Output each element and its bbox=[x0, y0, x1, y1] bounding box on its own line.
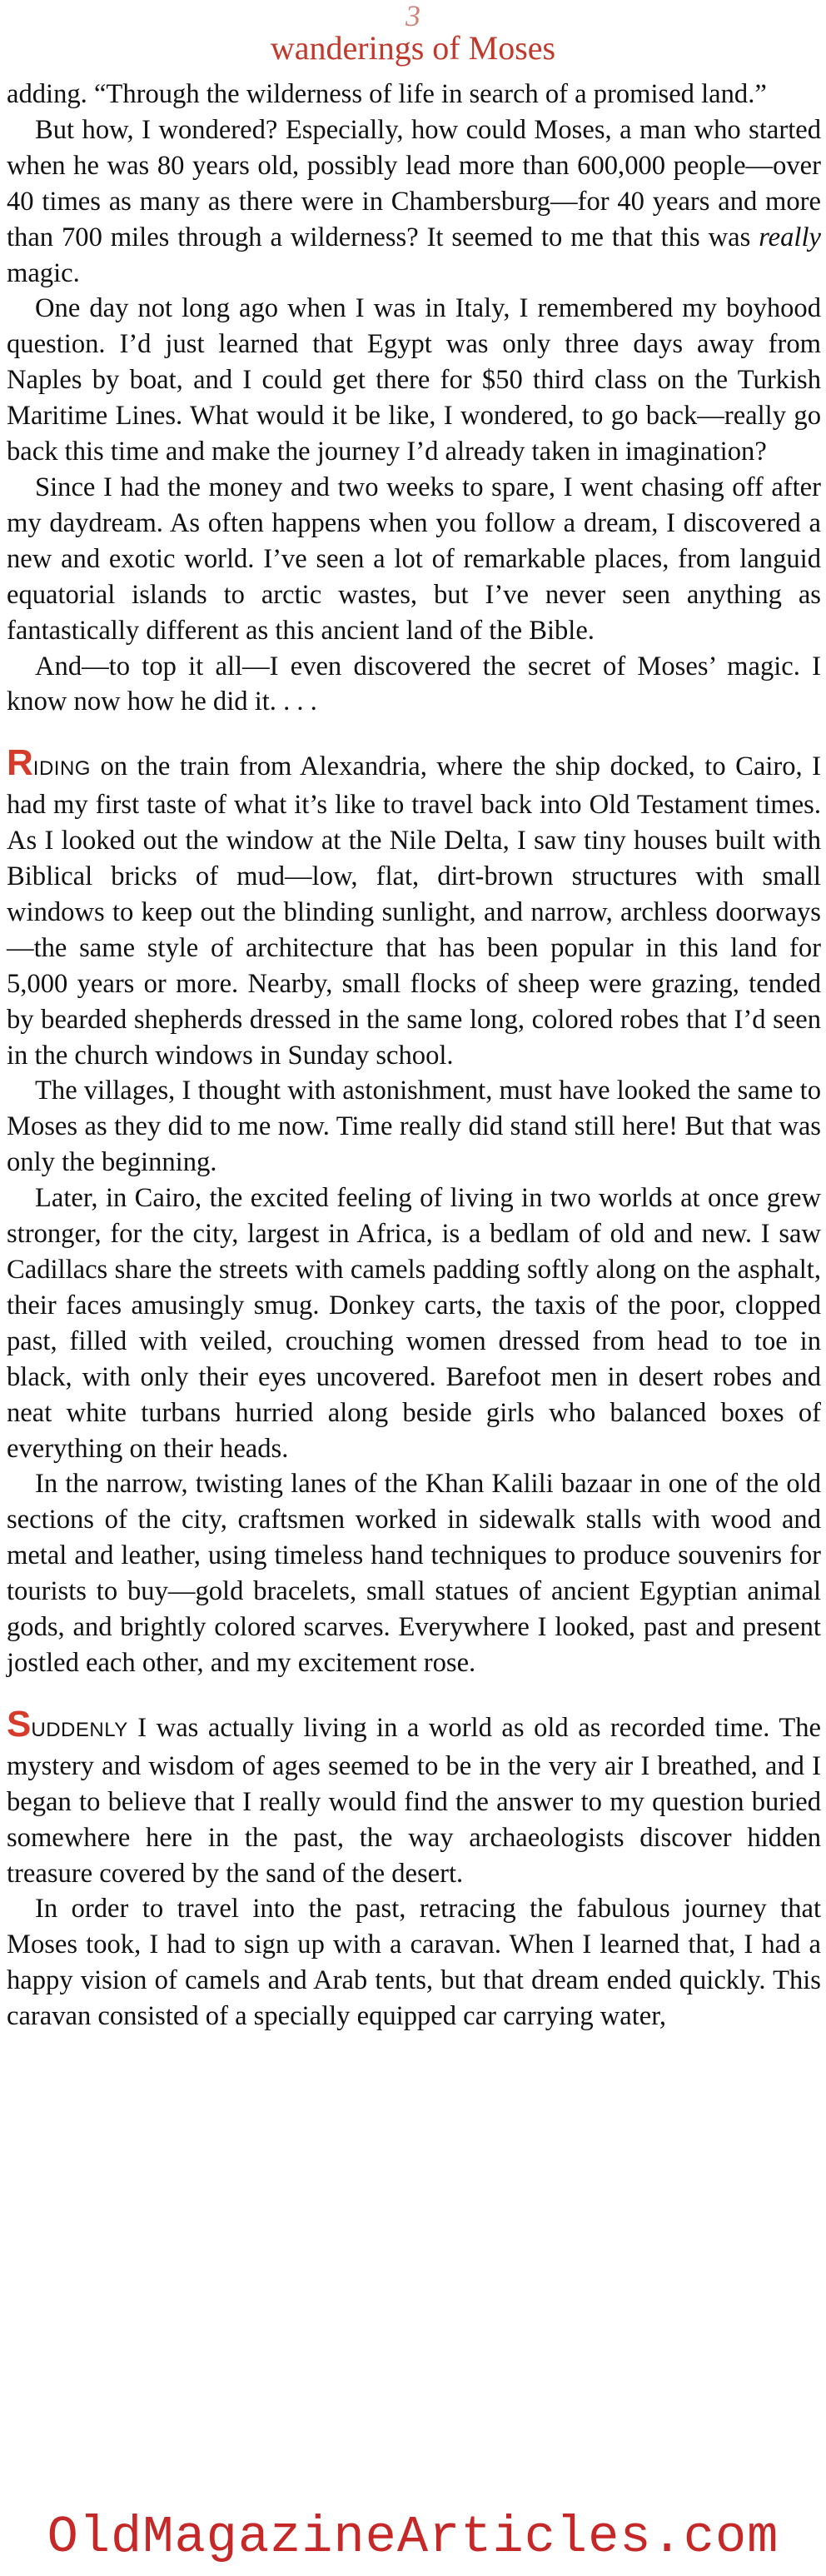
site-watermark: OldMagazineArticles.com bbox=[47, 2508, 779, 2567]
paragraph-7: The villages, I thought with astonishment, must have looked the same to Moses as they did to me now. Time really did stand still here! But that was only the beginning. bbox=[7, 1076, 821, 1178]
page-header bbox=[0, 0, 826, 67]
site-footer bbox=[0, 2504, 826, 2576]
paragraph-10-text: I was actually living in a world as old as recorded time. The mystery and wisdom of ages seemed to be in the very air I breathed, and I began to believe that I really would find the answer to my question buried somewhere here in the past, the way archaeologists discover hidden treasure covered by the sand of the desert. bbox=[7, 1712, 821, 1889]
paragraph-5: And—to top it all—I even discovered the secret of Moses’ magic. I know now how he did it. . . . bbox=[7, 651, 821, 717]
paragraph-2 bbox=[7, 112, 821, 292]
paragraph-3: One day not long ago when I was in Italy, I remembered my boyhood question. I’d just learned that Egypt was only three days away from Naples by boat, and I could get there for $50 third class on the Turkish Maritime Lines. What would it be like, I wondered, to go back—really go back this time and make the journey I’d already taken in imagination? bbox=[7, 293, 821, 467]
paragraph-2-emphasis: really bbox=[759, 222, 821, 252]
paragraph-8: Later, in Cairo, the excited feeling of living in two worlds at once grew stronger, for the city, largest in Africa, is a bedlam of old and new. I saw Cadillacs share the streets with camels padding softly along on the asphalt, their faces amusingly smug. Donkey carts, the taxis of the poor, clopped past, filled with veiled, crouching women dressed from head to toe in black, with only their eyes uncovered. Barefoot men in desert robes and neat white turbans hurried along beside girls who balanced boxes of everything on their heads. bbox=[7, 1183, 821, 1464]
paragraph-11: In order to travel into the past, retracing the fabulous journey that Moses took, I had to sign up with a caravan. When I learned that, I had a happy vision of camels and Arab tents, but that dream ended quickly. This caravan consisted of a specially equipped car carrying water, bbox=[7, 1894, 821, 2032]
section-break bbox=[7, 720, 821, 746]
paragraph-2-text-a: But how, I wondered? Especially, how could Moses, a man who started when he was 80 years old, possibly lead more than 600,000 people—over 40 times as many as there were in Chambersburg—for 40 years and more than 700 miles through a wilderness? It seemed to me that this was bbox=[7, 114, 821, 252]
lead-in-smallcaps: IDING bbox=[32, 757, 91, 781]
paragraph-9: In the narrow, twisting lanes of the Khan Kalili bazaar in one of the old sections of the city, craftsmen worked in sidewalk stalls with wood and metal and leather, using timeless hand techniques to produce souvenirs for tourists to buy—gold bracelets, small statues of ancient Egyptian animal gods, and brightly colored scarves. Everywhere I looked, past and present jostled each other, and my excitement rose. bbox=[7, 1469, 821, 1678]
paragraph-10 bbox=[7, 1703, 821, 1892]
drop-cap-s: S bbox=[7, 1703, 32, 1745]
paragraph-6 bbox=[7, 742, 821, 1073]
article-body bbox=[7, 77, 821, 2034]
paragraph-2-text-b: magic. bbox=[7, 257, 80, 288]
paragraph-6-text: on the train from Alexandria, where the ship docked, to Cairo, I had my first taste of what it’s like to travel back into Old Testament times. As I looked out the window at the Nile Delta, I saw tiny houses built with Biblical bricks of mud—low, flat, dirt-brown structures with small windows to keep out the blinding sunlight, and narrow, archless doorways—the same style of architecture that has been popular in this land for 5,000 years or more. Nearby, small flocks of sheep were grazing, tended by bearded shepherds dressed in the same long, colored robes that I’d seen in the church windows in Sunday school. bbox=[7, 751, 821, 1071]
paragraph-1: adding. “Through the wilderness of life in search of a promised land.” bbox=[7, 79, 767, 109]
section-break bbox=[7, 1681, 821, 1708]
page-number: 3 bbox=[406, 0, 420, 32]
paragraph-4: Since I had the money and two weeks to spare, I went chasing off after my daydream. As often happens when you follow a dream, I discovered a new and exotic world. I’ve seen a lot of remarkable places, from languid equatorial islands to arctic wastes, but I’ve never seen anything as fantastically different as this ancient land of the Bible. bbox=[7, 472, 821, 646]
lead-in-smallcaps: UDDENLY bbox=[31, 1718, 128, 1741]
running-title: wanderings of Moses bbox=[270, 29, 556, 67]
drop-cap-r: R bbox=[7, 742, 33, 784]
